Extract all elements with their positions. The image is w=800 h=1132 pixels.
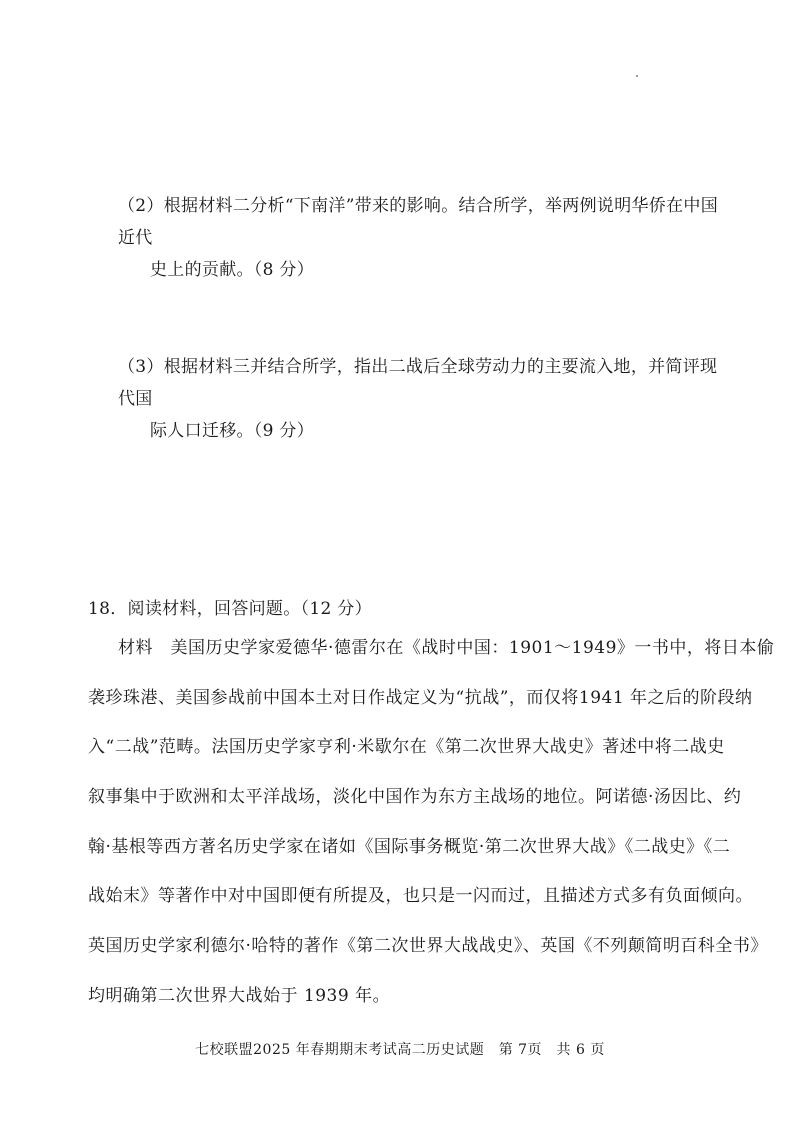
scan-speck bbox=[636, 75, 638, 77]
page-footer: 七校联盟2025 年春期期末考试高二历史试题 第 7页 共 6 页 bbox=[195, 1042, 605, 1058]
question-18-material bbox=[88, 630, 775, 1028]
material-line: 战始末》等著作中对中国即便有所提及，也只是一闪而过，且描述方式多有负面倾向。 bbox=[88, 886, 753, 907]
question-2 bbox=[118, 190, 728, 286]
question-3-line-1: （3）根据材料三并结合所学，指出二战后全球劳动力的主要流入地，并简评现代国 bbox=[118, 357, 718, 409]
material-line: 叙事集中于欧洲和太平洋战场，淡化中国作为东方主战场的地位。阿诺德·汤因比、约 bbox=[88, 787, 742, 808]
material-line: 英国历史学家利德尔·哈特的著作《第二次世界大战战史》、英国《不列颠简明百科全书》 bbox=[88, 936, 768, 957]
question-2-line-2: 史上的贡献。（8 分） bbox=[150, 260, 315, 280]
question-3 bbox=[118, 351, 728, 447]
material-line: 入“二战”范畴。法国历史学家亨利·米歇尔在《第二次世界大战史》著述中将二战史 bbox=[88, 737, 725, 758]
question-3-line-2: 际人口迁移。（9 分） bbox=[150, 421, 315, 441]
material-line: 翰·基根等西方著名历史学家在诸如《国际事务概览·第二次世界大战》《二战史》《二 bbox=[88, 836, 731, 857]
question-18-heading: 18．阅读材料，回答问题。（12 分） bbox=[88, 599, 372, 619]
question-2-line-1: （2）根据材料二分析“下南洋”带来的影响。结合所学，举两例说明华侨在中国近代 bbox=[118, 196, 718, 248]
material-line: 均明确第二次世界大战始于 1939 年。 bbox=[88, 985, 391, 1006]
material-line: 材料 美国历史学家爱德华·德雷尔在《战时中国：1901～1949》一书中，将日本偷 bbox=[118, 638, 775, 658]
material-line: 袭珍珠港、美国参战前中国本土对日作战定义为“抗战”，而仅将1941 年之后的阶段纳 bbox=[88, 687, 753, 708]
